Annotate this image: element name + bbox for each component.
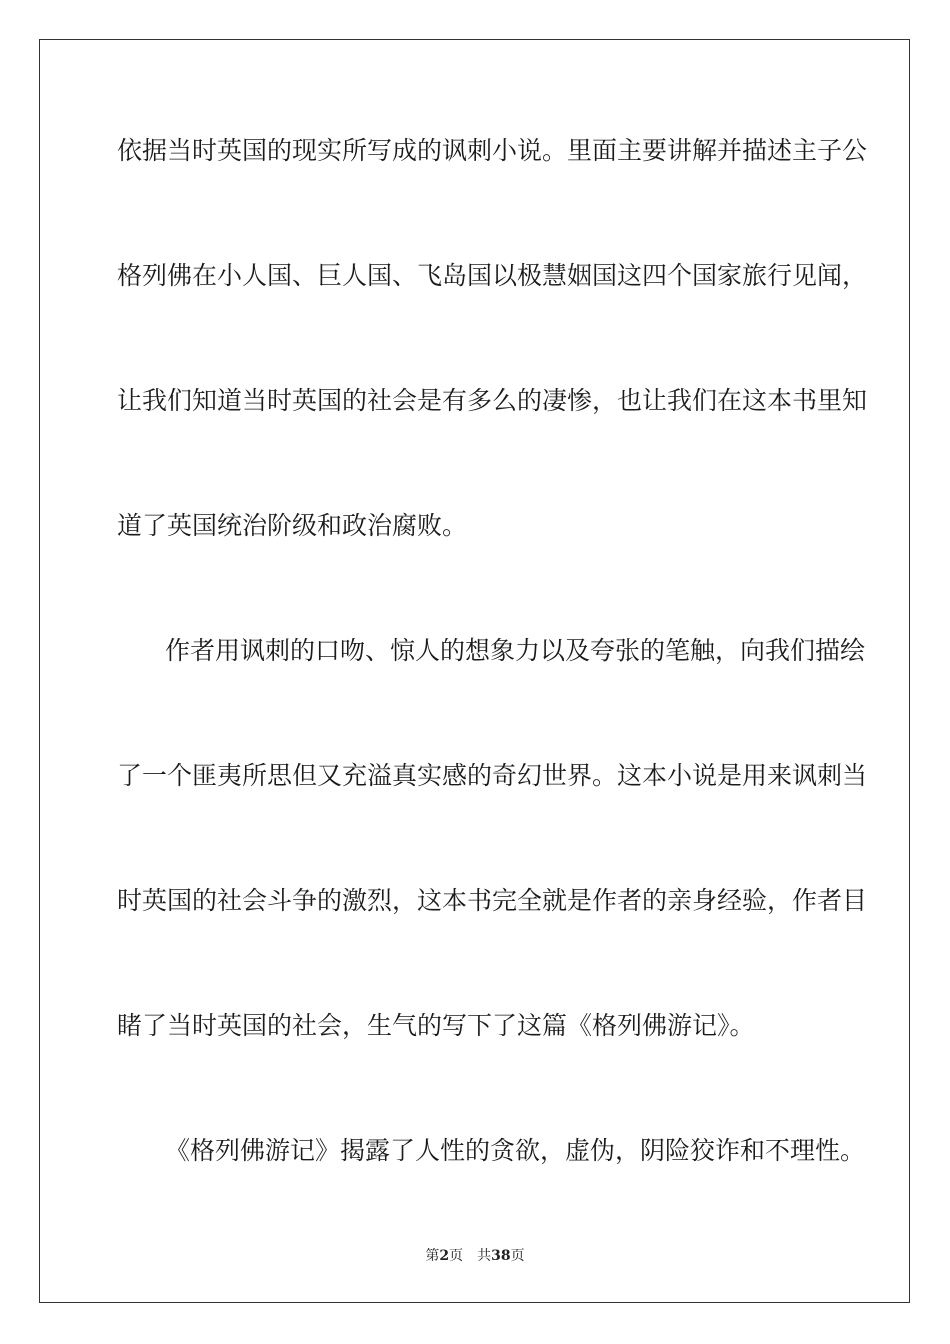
paragraph-first-line: 作者用讽刺的口吻、惊人的想象力以及夸张的笔触，向我们描绘	[165, 636, 866, 665]
page-border	[39, 39, 910, 1303]
text-line: 道了英国统治阶级和政治腐败。	[117, 511, 468, 540]
text-line: 了一个匪夷所思但又充溢真实感的奇幻世界。这本小说是用来讽刺当	[117, 761, 868, 790]
text-line: 让我们知道当时英国的社会是有多么的凄惨，也让我们在这本书里知	[117, 386, 868, 415]
footer-total-suffix: 页	[510, 1248, 525, 1264]
footer-total-pages: 38	[491, 1248, 511, 1264]
footer-total-prefix: 共	[477, 1248, 492, 1264]
text-line: 格列佛在小人国、巨人国、飞岛国以极慧姻国这四个国家旅行见闻，	[117, 261, 868, 290]
text-line: 依据当时英国的现实所写成的讽刺小说。里面主要讲解并描述主子公	[117, 136, 868, 165]
page-footer	[0, 1247, 950, 1265]
paragraph-first-line: 《格列佛游记》揭露了人性的贪欲，虚伪，阴险狡诈和不理性。	[165, 1136, 866, 1165]
footer-page-number: 2	[439, 1248, 450, 1264]
text-line: 睹了当时英国的社会，生气的写下了这篇《格列佛游记》。	[117, 1011, 755, 1040]
footer-page-prefix: 第	[425, 1248, 440, 1264]
footer-page-suffix: 页	[449, 1248, 464, 1264]
text-line: 时英国的社会斗争的激烈，这本书完全就是作者的亲身经验，作者目	[117, 886, 868, 915]
